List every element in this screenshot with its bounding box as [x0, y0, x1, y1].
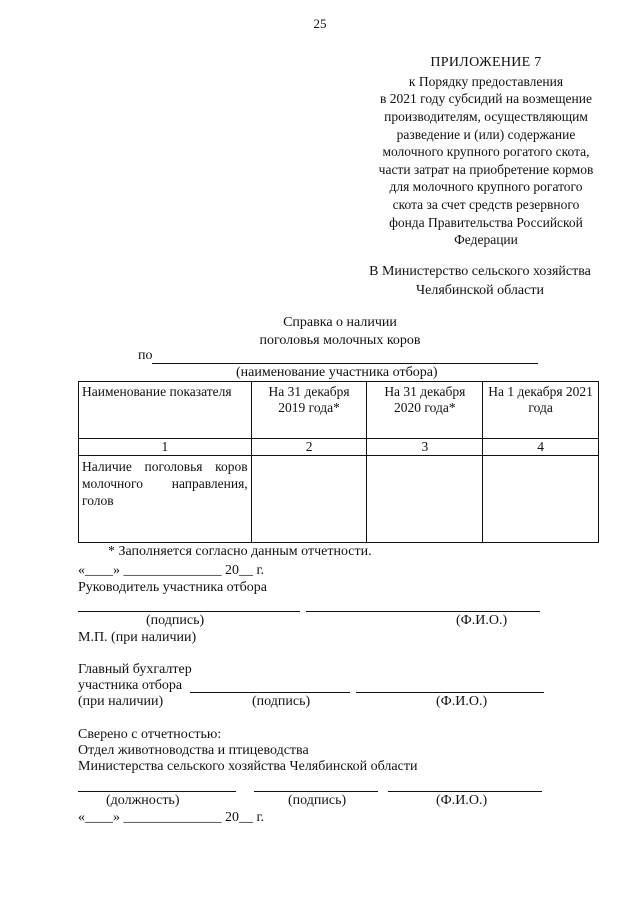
addressee-line: Челябинской области [416, 283, 544, 298]
presence-caption: (при наличии) [78, 694, 164, 709]
appendix-line: в 2021 году субсидий на возмещение [380, 91, 592, 107]
appendix-line: для молочного крупного рогатого [389, 179, 583, 195]
appendix-line: разведение и (или) содержание [396, 126, 576, 142]
date-field[interactable]: «____» ______________ 20__ г. [78, 563, 265, 578]
name-caption: (Ф.И.О.) [436, 793, 488, 808]
participant-name-field[interactable] [152, 363, 538, 364]
column-number: 2 [251, 439, 367, 456]
accountant-signature-line[interactable] [190, 692, 350, 693]
column-number: 1 [79, 439, 252, 456]
accountant-title: Главный бухгалтер [78, 662, 192, 677]
table-header-cell: На 31 декабря 2020 года* [367, 382, 483, 439]
appendix-line: скота за счет средств резервного [392, 196, 580, 212]
appendix-line: молочного крупного рогатого скота, [382, 144, 590, 160]
participant-prefix: по [138, 348, 153, 363]
signature-caption: (подпись) [252, 694, 311, 709]
accountant-name-line[interactable] [356, 692, 544, 693]
appendix-line: производителям, осуществляющим [384, 108, 588, 124]
document-title [200, 314, 480, 350]
head-name-line[interactable] [306, 611, 540, 612]
table-header-cell: На 1 декабря 2021 года [483, 382, 599, 439]
position-line[interactable] [78, 791, 236, 792]
table-header-row [79, 382, 599, 439]
verifier-name-line[interactable] [388, 791, 542, 792]
verifier-signature-line[interactable] [254, 791, 378, 792]
verification-line: Отдел животноводства и птицеводства [78, 743, 309, 758]
name-caption: (Ф.И.О.) [436, 694, 488, 709]
addressee [330, 262, 630, 300]
document-title-line: Справка о наличии [283, 315, 397, 330]
addressee-line: В Министерство сельского хозяйства [369, 264, 591, 279]
column-number: 3 [367, 439, 483, 456]
signature-caption: (подпись) [146, 613, 205, 628]
accountant-subtitle: участника отбора [78, 678, 183, 693]
column-number: 4 [483, 439, 599, 456]
indicator-label: Наличие поголовья коров молочного направления, голов [79, 456, 252, 543]
seal-note: М.П. (при наличии) [78, 630, 197, 645]
appendix-header [340, 55, 632, 249]
table-header-cell: На 31 декабря 2019 года* [251, 382, 367, 439]
table-number-row [79, 439, 599, 456]
head-signature-line[interactable] [78, 611, 300, 612]
position-caption: (должность) [106, 793, 180, 808]
name-caption: (Ф.И.О.) [456, 613, 508, 628]
appendix-title: ПРИЛОЖЕНИЕ 7 [430, 55, 542, 70]
value-cell-2021[interactable] [483, 456, 599, 543]
page-number: 25 [313, 16, 327, 31]
verification-line: Сверено с отчетностью: [78, 727, 222, 742]
signature-caption: (подпись) [288, 793, 347, 808]
document-title-line: поголовья молочных коров [259, 333, 421, 348]
verification-date-field[interactable]: «____» ______________ 20__ г. [78, 810, 265, 825]
appendix-line: к Порядку предоставления [408, 73, 564, 89]
value-cell-2019[interactable] [251, 456, 367, 543]
participant-caption: (наименование участника отбора) [236, 365, 438, 380]
appendix-line: фонда Правительства Российской [389, 214, 583, 230]
appendix-line: части затрат на приобретение кормов [378, 161, 594, 177]
livestock-table [78, 381, 599, 543]
footnote: * Заполняется согласно данным отчетности. [108, 544, 372, 559]
verification-line: Министерства сельского хозяйства Челябинской области [78, 759, 418, 774]
table-header-cell: Наименование показателя [79, 382, 252, 439]
value-cell-2020[interactable] [367, 456, 483, 543]
head-title: Руководитель участника отбора [78, 580, 267, 595]
table-row [79, 456, 599, 543]
appendix-line: Федерации [454, 232, 518, 248]
